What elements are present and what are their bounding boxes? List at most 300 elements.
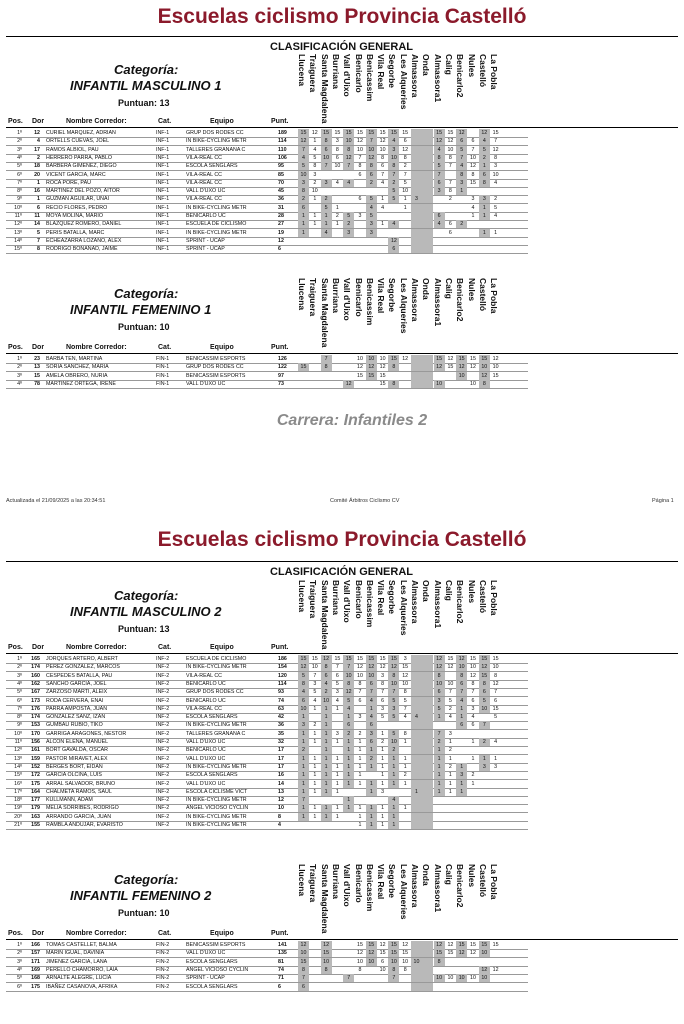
race-points-cell: 15 <box>447 656 454 662</box>
cell-category: INF-2 <box>156 763 170 770</box>
race-points-cell: 10 <box>321 958 332 966</box>
cell-bib: 17 <box>34 146 40 153</box>
race-points-cell <box>422 983 433 991</box>
race-points-cell: 8 <box>321 966 332 974</box>
category-label: Categoría: <box>114 286 179 301</box>
race-column-header: Vall d'Uixo <box>342 580 353 623</box>
race-points-cell: 10 <box>343 137 354 145</box>
race-points-cell: 8 <box>434 672 445 680</box>
cell-points: 85 <box>278 171 284 178</box>
race-points-cell <box>479 746 490 754</box>
race-points-cell <box>355 220 366 228</box>
race-points-cell <box>355 179 366 187</box>
race-column-header: Santa Magdalena <box>319 580 330 650</box>
race-points-cell: 3 <box>388 146 399 154</box>
cell-category: INF-2 <box>156 664 170 671</box>
header-punt: Punt. <box>271 344 289 351</box>
race-points-cell <box>456 966 467 974</box>
race-points-cell: 5 <box>494 714 498 721</box>
race-points-cell: 6 <box>335 672 339 679</box>
race-points-cell <box>343 237 354 245</box>
race-points-cell: 1 <box>358 813 362 820</box>
cell-position: 6º <box>17 697 22 704</box>
race-points-cell: 6 <box>298 697 309 705</box>
race-points-cell <box>445 966 456 974</box>
cell-bib: 172 <box>31 772 40 779</box>
race-points-cell: 12 <box>492 146 499 153</box>
race-points-cell: 5 <box>494 204 498 211</box>
cell-rider-name: ARNALTE ALEGRE, LUCIA <box>46 975 112 982</box>
race-points-cell <box>456 204 467 212</box>
race-points-cell <box>321 821 332 829</box>
race-points-cell <box>479 713 490 721</box>
race-points-cell: 8 <box>494 672 498 679</box>
race-points-cell: 1 <box>321 780 332 788</box>
cell-bib: 171 <box>31 958 40 965</box>
cell-points: 73 <box>278 380 284 387</box>
race-points-cell: 4 <box>298 154 309 162</box>
race-points-cell: 12 <box>366 949 377 957</box>
race-points-cell: 1 <box>321 788 332 796</box>
race-points-cell: 12 <box>447 138 454 145</box>
cell-team: BENICARLO UC <box>186 680 226 687</box>
cell-points: 36 <box>278 722 284 729</box>
race-points-cell: 3 <box>298 721 309 729</box>
race-points-cell: 10 <box>379 966 386 973</box>
race-points-cell: 7 <box>471 689 475 696</box>
cell-position: 18º <box>14 797 22 804</box>
race-points-cell: 7 <box>358 689 362 696</box>
race-points-cell <box>479 804 490 812</box>
race-points-cell: 12 <box>343 154 354 162</box>
race-points-cell <box>422 171 433 179</box>
race-points-cell: 1 <box>321 713 332 721</box>
race-points-cell: 1 <box>358 780 362 787</box>
race-points-cell: 8 <box>471 680 475 687</box>
cell-bib: 168 <box>31 975 40 982</box>
cell-category: FIN-2 <box>156 983 170 990</box>
race-points-cell: 12 <box>366 363 377 371</box>
race-points-cell <box>343 355 354 363</box>
race-points-cell: 3 <box>366 220 377 228</box>
race-points-cell <box>411 129 422 137</box>
race-column-header: Benicassim <box>364 54 375 102</box>
race-points-cell: 15 <box>388 949 399 957</box>
race-points-cell: 5 <box>388 195 399 203</box>
cell-position: 14º <box>14 237 22 244</box>
race-column-header: Castelló <box>477 864 488 898</box>
cell-position: 6º <box>17 171 22 178</box>
race-points-cell <box>355 796 366 804</box>
cell-bib: 174 <box>31 714 40 721</box>
cell-team: ESCUELA DE CICLISMO <box>186 656 247 662</box>
cell-rider-name: BARBA TEN, MARTINA <box>46 356 103 362</box>
race-points-cell: 15 <box>379 380 386 387</box>
race-points-cell <box>434 237 445 245</box>
cell-rider-name: IBAÑEZ CASANOVA, AFRIKA <box>46 983 118 990</box>
race-points-cell: 6 <box>358 196 362 203</box>
cell-points: 16 <box>278 772 284 779</box>
race-points-cell: 10 <box>470 664 476 671</box>
cell-team: IN BIKE-CYCLING METR <box>186 138 247 145</box>
race-points-cell: 1 <box>381 805 385 812</box>
race-points-cell <box>445 245 456 253</box>
race-points-cell <box>388 788 399 796</box>
race-points-cell: 5 <box>448 697 452 704</box>
race-points-cell <box>411 171 422 179</box>
cell-position: 1º <box>17 130 22 136</box>
cell-bib: 18 <box>34 163 40 170</box>
race-points-cell: 3 <box>358 714 362 721</box>
footer-page: Página 1 <box>652 498 674 504</box>
race-column-header: Vall d'Uixo <box>342 54 353 97</box>
race-points-cell <box>422 663 433 671</box>
race-points-cell: 3 <box>471 196 475 203</box>
race-points-cell: 6 <box>471 722 475 729</box>
race-points-cell <box>411 813 422 821</box>
race-points-cell <box>388 204 399 212</box>
cell-bib: 78 <box>34 380 40 387</box>
race-points-cell <box>343 245 354 253</box>
cell-category: INF-2 <box>156 739 170 745</box>
cell-category: INF-1 <box>156 138 170 145</box>
race-points-cell <box>388 372 399 380</box>
cell-position: 3º <box>17 372 22 379</box>
race-points-cell <box>377 212 388 220</box>
race-column-header: Calig <box>443 580 454 601</box>
race-points-cell: 12 <box>357 138 363 145</box>
race-column-header: La Pobla <box>489 54 500 90</box>
cell-points: 189 <box>278 130 287 136</box>
cell-rider-name: BLAZQUEZ ROMERO, DANIEL <box>46 221 122 228</box>
race-points-cell: 1 <box>335 763 339 770</box>
cell-category: FIN-2 <box>156 950 170 957</box>
race-points-cell <box>332 195 343 203</box>
race-points-cell: 15 <box>366 655 377 663</box>
race-column-header: Castelló <box>477 278 488 312</box>
race-points-cell: 8 <box>388 672 399 680</box>
race-points-cell: 10 <box>492 364 499 371</box>
race-points-cell <box>445 204 456 212</box>
cell-team: VILA-REAL CC <box>186 171 223 178</box>
race-points-cell: 5 <box>313 689 317 696</box>
race-points-cell <box>309 355 320 363</box>
cell-points: 141 <box>278 942 287 948</box>
cell-points: 186 <box>278 656 287 662</box>
race-points-cell: 7 <box>456 154 467 162</box>
race-points-cell <box>445 171 456 179</box>
race-points-cell: 12 <box>343 380 354 388</box>
race-points-cell <box>309 821 320 829</box>
race-points-cell: 1 <box>403 763 407 770</box>
race-points-cell <box>479 220 490 228</box>
race-points-cell: 2 <box>366 179 377 187</box>
cell-points: 12 <box>278 797 284 804</box>
race-points-cell <box>355 204 366 212</box>
race-points-cell <box>422 780 433 788</box>
race-points-cell <box>355 380 366 388</box>
race-points-cell: 1 <box>388 771 399 779</box>
category-label: Categoría: <box>114 872 179 887</box>
cell-bib: 173 <box>31 697 40 704</box>
race-points-cell: 1 <box>321 763 332 771</box>
race-points-cell <box>298 245 309 253</box>
race-points-cell <box>456 380 467 388</box>
race-points-cell: 1 <box>456 187 467 195</box>
race-points-cell: 15 <box>470 942 476 948</box>
race-points-cell <box>490 245 501 253</box>
race-points-cell <box>377 237 388 245</box>
race-points-cell: 1 <box>298 738 309 746</box>
cell-rider-name: GUZMAN AGUILAR, UNAI <box>46 196 109 203</box>
race-points-cell: 7 <box>343 663 354 671</box>
race-points-cell: 1 <box>366 746 377 754</box>
race-points-cell: 1 <box>381 755 385 762</box>
race-points-cell <box>411 680 422 688</box>
footer-updated: Actualizada el 21/09/2025 a las 20:34:51 <box>6 498 106 504</box>
race-points-cell <box>411 363 422 371</box>
cell-rider-name: BORT GAVALDA, OSCAR <box>46 747 109 754</box>
race-points-cell: 1 <box>403 739 407 745</box>
race-column-header: Almassora1 <box>432 864 443 913</box>
race-points-cell: 8 <box>388 363 399 371</box>
race-points-cell <box>422 195 433 203</box>
race-points-cell: 1 <box>313 196 317 203</box>
race-points-cell: 1 <box>381 813 385 820</box>
race-points-cell: 10 <box>456 663 467 671</box>
race-points-cell: 5 <box>343 212 354 220</box>
race-points-cell: 1 <box>298 220 309 228</box>
race-points-cell <box>422 355 433 363</box>
race-points-cell <box>400 237 411 245</box>
race-points-cell: 1 <box>381 221 385 228</box>
classification-title: CLASIFICACIÓN GENERAL <box>270 41 413 53</box>
race-points-cell <box>422 146 433 154</box>
race-points-cell <box>332 363 343 371</box>
race-points-cell: 12 <box>321 655 332 663</box>
cell-team: BENICASSIM ESPORTS <box>186 372 246 379</box>
race-points-cell <box>411 697 422 705</box>
race-points-cell <box>434 229 445 237</box>
race-points-cell <box>321 974 332 982</box>
cell-position: 13º <box>14 229 22 236</box>
race-points-cell <box>422 705 433 713</box>
race-column-header: Nules <box>466 54 477 78</box>
race-points-cell <box>366 771 377 779</box>
cell-team: VILA-REAL CC <box>186 672 223 679</box>
cell-team: VALL D'UXO UC <box>186 380 226 387</box>
race-points-cell: 2 <box>321 688 332 696</box>
race-points-cell <box>468 187 479 195</box>
race-points-cell: 1 <box>343 713 354 721</box>
race-points-cell: 1 <box>403 204 407 211</box>
race-points-cell <box>422 966 433 974</box>
cell-rider-name: ZARZOSO MARTI, ALEIX <box>46 689 108 696</box>
cell-position: 12º <box>14 747 22 754</box>
cell-bib: 7 <box>37 237 40 244</box>
race-points-cell: 12 <box>357 950 363 957</box>
race-points-cell: 6 <box>448 221 452 228</box>
cell-bib: 12 <box>34 130 40 136</box>
cell-bib: 170 <box>31 730 40 737</box>
cell-position: 4º <box>17 154 22 161</box>
cell-position: 13º <box>14 755 22 762</box>
cell-rider-name: MARTINEZ ORTEGA, IRENE <box>46 380 116 387</box>
race-points-cell: 8 <box>434 958 445 966</box>
race-points-cell: 15 <box>470 356 476 362</box>
race-points-cell: 6 <box>381 163 385 170</box>
race-points-cell: 1 <box>321 220 332 228</box>
race-points-cell: 15 <box>479 655 490 663</box>
race-column-header: Burriana <box>330 580 341 615</box>
race-points-cell: 2 <box>298 195 309 203</box>
cell-team: IN BIKE-CYCLING METR <box>186 797 247 804</box>
race-column-header: Llucena <box>297 278 307 311</box>
race-points-cell <box>422 730 433 738</box>
cell-category: INF-2 <box>156 747 170 754</box>
race-points-cell <box>343 372 354 380</box>
header-rule <box>6 127 678 128</box>
race-points-cell: 4 <box>381 204 385 211</box>
race-points-cell <box>377 983 388 991</box>
race-points-cell: 10 <box>456 974 467 982</box>
race-column-header: Benicarlo2 <box>455 580 466 624</box>
race-points-cell: 3 <box>471 705 475 712</box>
cell-position: 2º <box>17 364 22 371</box>
race-points-cell: 1 <box>381 730 385 737</box>
race-points-cell: 12 <box>479 663 490 671</box>
race-points-cell: 10 <box>366 672 377 680</box>
race-column-header: Calig <box>443 54 454 75</box>
race-points-cell: 1 <box>313 788 317 795</box>
race-points-cell: 8 <box>479 380 490 388</box>
cell-rider-name: BERGES BORT, EIDAN <box>46 763 103 770</box>
race-points-cell: 8 <box>321 363 332 371</box>
race-points-cell: 15 <box>379 130 386 136</box>
race-points-cell: 1 <box>411 788 422 796</box>
race-points-cell <box>468 245 479 253</box>
race-points-cell: 1 <box>403 196 407 203</box>
race-points-cell <box>445 237 456 245</box>
cell-points: 14 <box>278 780 284 787</box>
race-column-header: Santa Magdalena <box>319 278 330 348</box>
race-points-cell: 8 <box>479 179 490 187</box>
race-column-header: Vila Real <box>376 580 387 616</box>
race-points-cell <box>468 796 479 804</box>
race-points-cell <box>456 237 467 245</box>
race-points-cell <box>411 162 422 170</box>
race-points-cell: 8 <box>448 188 452 195</box>
race-points-cell: 12 <box>479 129 490 137</box>
race-points-cell: 12 <box>402 942 409 948</box>
cell-position: 7º <box>17 705 22 712</box>
race-points-cell: 7 <box>381 171 385 178</box>
race-points-cell: 15 <box>379 372 386 379</box>
race-points-cell <box>422 220 433 228</box>
race-points-cell: 1 <box>358 755 362 762</box>
cell-category: INF-2 <box>156 680 170 687</box>
cell-bib: 155 <box>31 822 40 828</box>
race-points-cell: 7 <box>313 672 317 679</box>
race-points-cell: 1 <box>358 739 362 745</box>
race-points-cell: 15 <box>447 364 454 371</box>
race-points-cell: 3 <box>479 763 490 771</box>
cell-rider-name: PEREZ GONZALEZ, MARCOS <box>46 664 120 671</box>
cell-team: ANGEL VICIOSO CYCLIN <box>186 966 249 973</box>
header-dor: Dor <box>32 344 45 351</box>
race-points-cell <box>490 821 501 829</box>
cell-rider-name: MELIA SORRIBES, RODRIGO <box>46 805 119 812</box>
race-points-cell: 1 <box>343 763 354 771</box>
race-points-cell: 7 <box>335 664 339 671</box>
race-points-cell <box>456 983 467 991</box>
race-points-cell: 12 <box>379 138 386 145</box>
race-points-cell: 6 <box>471 138 475 145</box>
race-points-cell: 2 <box>448 747 452 754</box>
race-points-cell: 1 <box>321 705 332 713</box>
race-points-cell: 8 <box>335 146 339 153</box>
race-points-cell <box>411 372 422 380</box>
race-points-cell: 2 <box>479 738 490 746</box>
race-points-cell: 6 <box>403 138 407 145</box>
race-points-cell: 8 <box>403 966 407 973</box>
race-points-cell: 1 <box>335 755 339 762</box>
race-points-cell: 12 <box>434 655 445 663</box>
race-column-header: Vila Real <box>376 54 387 90</box>
race-points-cell <box>434 204 445 212</box>
race-points-cell <box>468 966 479 974</box>
race-points-cell: 6 <box>335 154 339 161</box>
race-points-cell <box>332 713 343 721</box>
puntuan-label: Puntuan: 13 <box>118 98 170 108</box>
race-points-cell: 6 <box>456 721 467 729</box>
race-points-cell: 1 <box>494 755 498 762</box>
race-points-cell <box>332 229 343 237</box>
race-points-cell: 1 <box>388 813 399 821</box>
cell-category: FIN-2 <box>156 975 170 982</box>
race-points-cell: 12 <box>298 663 309 671</box>
race-column-header: Traiguera <box>308 54 319 93</box>
race-points-cell <box>468 983 479 991</box>
race-points-cell <box>377 245 388 253</box>
race-points-cell <box>434 813 445 821</box>
race-points-cell: 6 <box>448 229 452 236</box>
race-points-cell: 1 <box>388 780 399 788</box>
race-column-header: Onda <box>421 580 432 602</box>
cell-category: INF-2 <box>156 689 170 696</box>
cell-rider-name: RODRIGO BONANAD, JAIME <box>46 246 118 253</box>
race-points-cell <box>298 380 309 388</box>
race-points-cell: 5 <box>366 212 377 220</box>
cell-points: 32 <box>278 739 284 745</box>
race-points-cell <box>422 958 433 966</box>
cell-bib: 5 <box>37 229 40 236</box>
race-points-cell <box>490 746 501 754</box>
race-points-cell: 1 <box>366 813 377 821</box>
race-points-cell <box>309 363 320 371</box>
cell-category: INF-1 <box>156 221 170 228</box>
race-points-cell <box>298 355 309 363</box>
race-column-header: Calig <box>443 864 454 885</box>
race-points-cell <box>411 355 422 363</box>
race-points-cell <box>468 763 479 771</box>
race-points-cell: 12 <box>379 942 386 948</box>
race-points-cell <box>366 187 377 195</box>
race-points-cell: 12 <box>343 688 354 696</box>
race-points-cell: 7 <box>298 974 309 982</box>
race-points-cell: 4 <box>456 162 467 170</box>
race-points-cell: 3 <box>381 788 385 795</box>
